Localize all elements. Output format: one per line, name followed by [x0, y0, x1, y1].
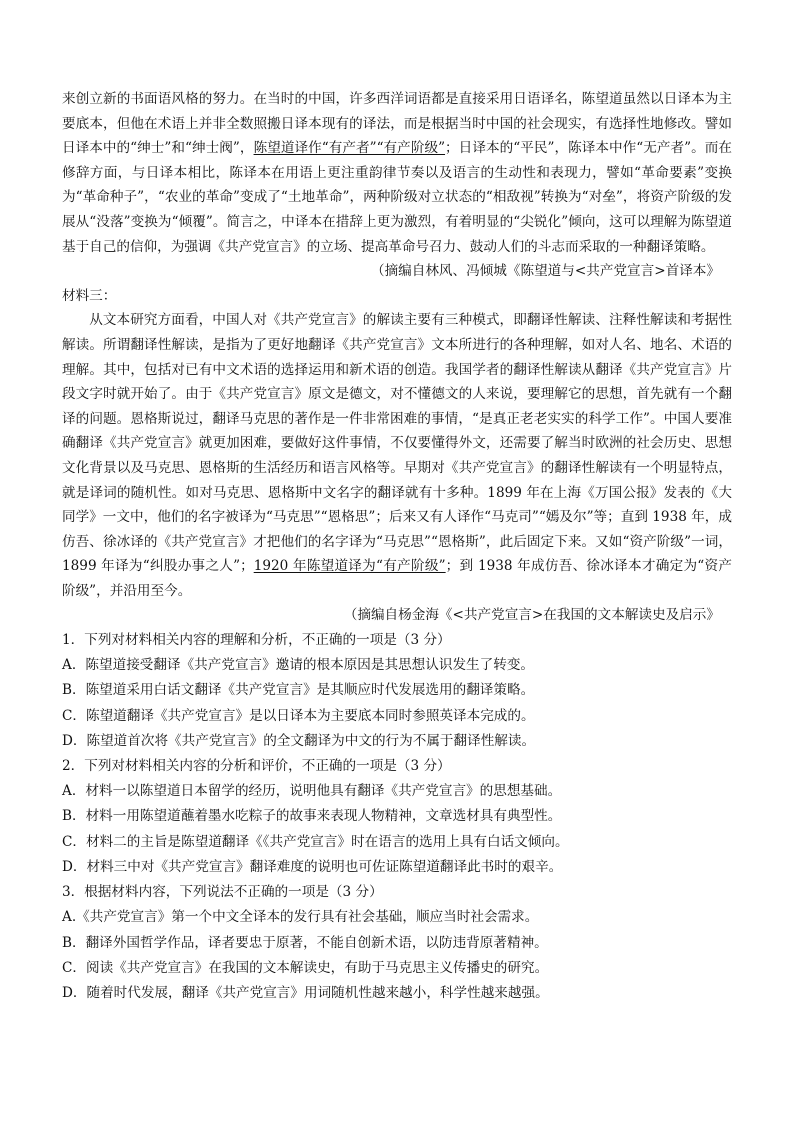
- question-3-option-c: C．阅读《共产党宣言》在我国的文本解读史，有助于马克思主义传播史的研究。: [62, 959, 549, 976]
- question-2-option-b: B．材料一用陈望道蘸着墨水吃粽子的故事来表现人物精神，文章选材具有典型性。: [62, 808, 562, 825]
- question-3-option-d: D．随着时代发展，翻译《共产党宣言》用词随机性越来越小，科学性越来越强。: [62, 984, 549, 1001]
- material3-paragraph: [62, 308, 732, 603]
- question-1-option-b: B．陈望道采用白话文翻译《共产党宣言》是其顺应时代发展选用的翻译策略。: [62, 682, 535, 699]
- question-3-option-a: A.《共产党宣言》第一个中文全译本的发行具有社会基础，顺应当时社会需求。: [62, 909, 539, 926]
- material2-underlined-text: 陈望道译作“有产者”“有产阶级”: [253, 140, 446, 157]
- question-2-option-d: D．材料三中对《共产党宣言》翻译难度的说明也可佐证陈望道翻译此书时的艰辛。: [62, 858, 563, 875]
- question-2-stem: 2．下列对材料相关内容的分析和评价，不正确的一项是（3 分）: [62, 758, 451, 775]
- material3-heading: 材料三：: [62, 287, 117, 304]
- question-1-option-d: D．陈望道首次将《共产党宣言》的全文翻译为中文的行为不属于翻译性解读。: [62, 732, 536, 749]
- material2-source: （摘编自林风、冯倾城《陈望道与<共产党宣言>首译本》: [370, 263, 720, 280]
- material3-text-a: 从文本研究方面看，中国人对《共产党宣言》的解读主要有三种模式，即翻译性解读、注释性解读和考据性解读。所谓翻译性解读，是指为了更好地翻译《共产党宣言》文本所进行的各种理解，如对人名、地名、术语的理解。其中，包括对已有中文术语的选择运用和新术语的创造。我国学者的翻译性解读从翻译《共产党宣言》片段文字时就开始了。由于《共产党宣言》原文是德文，对不懂德文的人来说，要理解它的思想，首先就有一个翻译的问题。恩格斯说过，翻译马克思的著作是一件非常困难的事情，“是真正老老实实的科学工作”。中国人要准确翻译《共产党宣言》就更加困难，要做好这件事情，不仅要懂得外文，还需要了解当时欧洲的社会历史、思想文化背景以及马克思、恩格斯的生活经历和语言风格等。早期对《共产党宣言》的翻译性解读有一个明显特点，就是译词的随机性。如对马克思、恩格斯中文名字的翻译就有十多种。1899 年在上海《万国公报》发表的《大同学》一文中，他们的名字被译为“马克思”“恩格思”；后来又有人译作“马克司”“嫣及尔”等；直到 1938 年，成仿吾、徐冰译的《共产党宣言》才把他们的名字译为“马克思”“恩格斯”，此后固定下来。又如“资产阶级”一词，1899 年译为“纠股办事之人”；: [62, 312, 732, 575]
- question-3-stem: 3．根据材料内容，下列说法不正确的一项是（3 分）: [62, 884, 383, 901]
- question-2-option-a: A．材料一以陈望道日本留学的经历，说明他具有翻译《共产党宣言》的思想基础。: [62, 783, 562, 800]
- question-1-option-a: A．陈望道接受翻译《共产党宣言》邀请的根本原因是其思想认识发生了转变。: [62, 657, 535, 674]
- material2-text-a: 来创立新的书面语风格的努力。在当时的中国，许多西洋词语都是直接采用日语译名，陈望道虽然以日译本为主要底本，但他在术语上并非全数照搬日译本现有的译法，而是根据当时中国的社会现实，有选择性地修改。譬如日译本中的“绅士”和“绅士阀”，: [62, 91, 732, 157]
- material3-underlined-text: 1920 年陈望道译为“有产阶级”: [253, 558, 446, 575]
- question-list: [62, 628, 732, 1006]
- material2-paragraph: [62, 87, 732, 259]
- question-2-option-c: C．材料二的主旨是陈望道翻译《《共产党宣言》时在语言的选用上具有白话文倾向。: [62, 833, 569, 850]
- material3-text-b: ；到 1938 年成仿吾、徐冰译本才确定为“资产阶级”，并沿用至今。: [62, 558, 732, 599]
- material3-source: （摘编自杨金海《<共产党宣言>在我国的文本解读史及启示》: [343, 607, 720, 624]
- material2-text-b: ；日译本的“平民”，陈译本中作“无产者”。而在修辞方面，与日译本相比，陈译本在用语上更注重韵律节奏以及语言的生动性和表现力，譬如“革命要素”变换为“革命种子”，“农业的革命”变成了“土地革命”，两种阶级对立状态的“相敌视”转换为“对垒”，将资产阶级的发展从“没落”变换为“倾覆”。简言之，中译本在措辞上更为激烈，有着明显的“尖锐化”倾向，这可以理解为陈望道基于自己的信仰，为强调《共产党宣言》的立场、提高革命号召力、鼓动人们的斗志而采取的一种翻译策略。: [62, 140, 732, 255]
- question-1-option-c: C．陈望道翻译《共产党宣言》是以日译本为主要底本同时参照英译本完成的。: [62, 707, 535, 724]
- question-1-stem: 1．下列对材料相关内容的理解和分析，不正确的一项是（3 分）: [62, 632, 451, 649]
- question-3-option-b: B．翻译外国哲学作品，译者要忠于原著，不能自创新术语，以防违背原著精神。: [62, 934, 548, 951]
